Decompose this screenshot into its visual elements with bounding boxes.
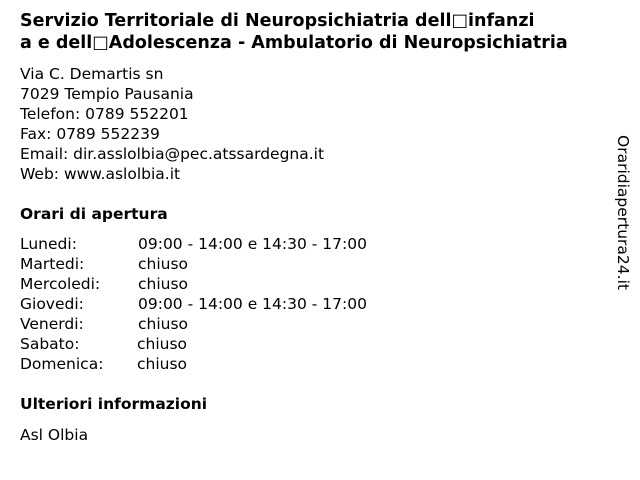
- address-block: [20, 64, 324, 184]
- day-label: Sabato:: [20, 335, 80, 353]
- opening-hours-heading: Orari di apertura: [20, 205, 168, 223]
- street-address: Via C. Demartis sn: [20, 65, 164, 83]
- day-label: Venerdi:: [20, 315, 84, 333]
- hours-value: chiuso: [138, 315, 189, 333]
- email-address: Email: dir.asslolbia@pec.atssardegna.it: [20, 145, 325, 163]
- hours-value: chiuso: [138, 275, 189, 293]
- day-label: Lunedi:: [20, 235, 77, 253]
- hours-value: 09:00 - 14:00 e 14:30 - 17:00: [138, 295, 367, 313]
- hours-value: chiuso: [137, 355, 188, 373]
- additional-info-text: Asl Olbia: [20, 426, 89, 444]
- additional-info-heading: Ulteriori informazioni: [20, 395, 208, 413]
- hours-value: chiuso: [137, 335, 188, 353]
- page-title: [20, 10, 640, 54]
- phone-number: Telefon: 0789 552201: [20, 105, 189, 123]
- watermark-text: Oraridiapertura24.it: [614, 135, 632, 290]
- website-address: Web: www.aslolbia.it: [20, 165, 181, 183]
- day-label: Domenica:: [20, 355, 104, 373]
- day-label: Mercoledi:: [20, 275, 101, 293]
- day-label: Giovedi:: [20, 295, 84, 313]
- hours-value: chiuso: [138, 255, 189, 273]
- hours-value: 09:00 - 14:00 e 14:30 - 17:00: [138, 235, 367, 253]
- page-title-line-2: a e dell□Adolescenza - Ambulatorio di Neuropsichiatria: [20, 33, 568, 53]
- city-address: 7029 Tempio Pausania: [20, 85, 194, 103]
- page-title-line-1: Servizio Territoriale di Neuropsichiatria dell□infanzi: [20, 11, 535, 31]
- day-label: Martedi:: [20, 255, 85, 273]
- fax-number: Fax: 0789 552239: [20, 125, 160, 143]
